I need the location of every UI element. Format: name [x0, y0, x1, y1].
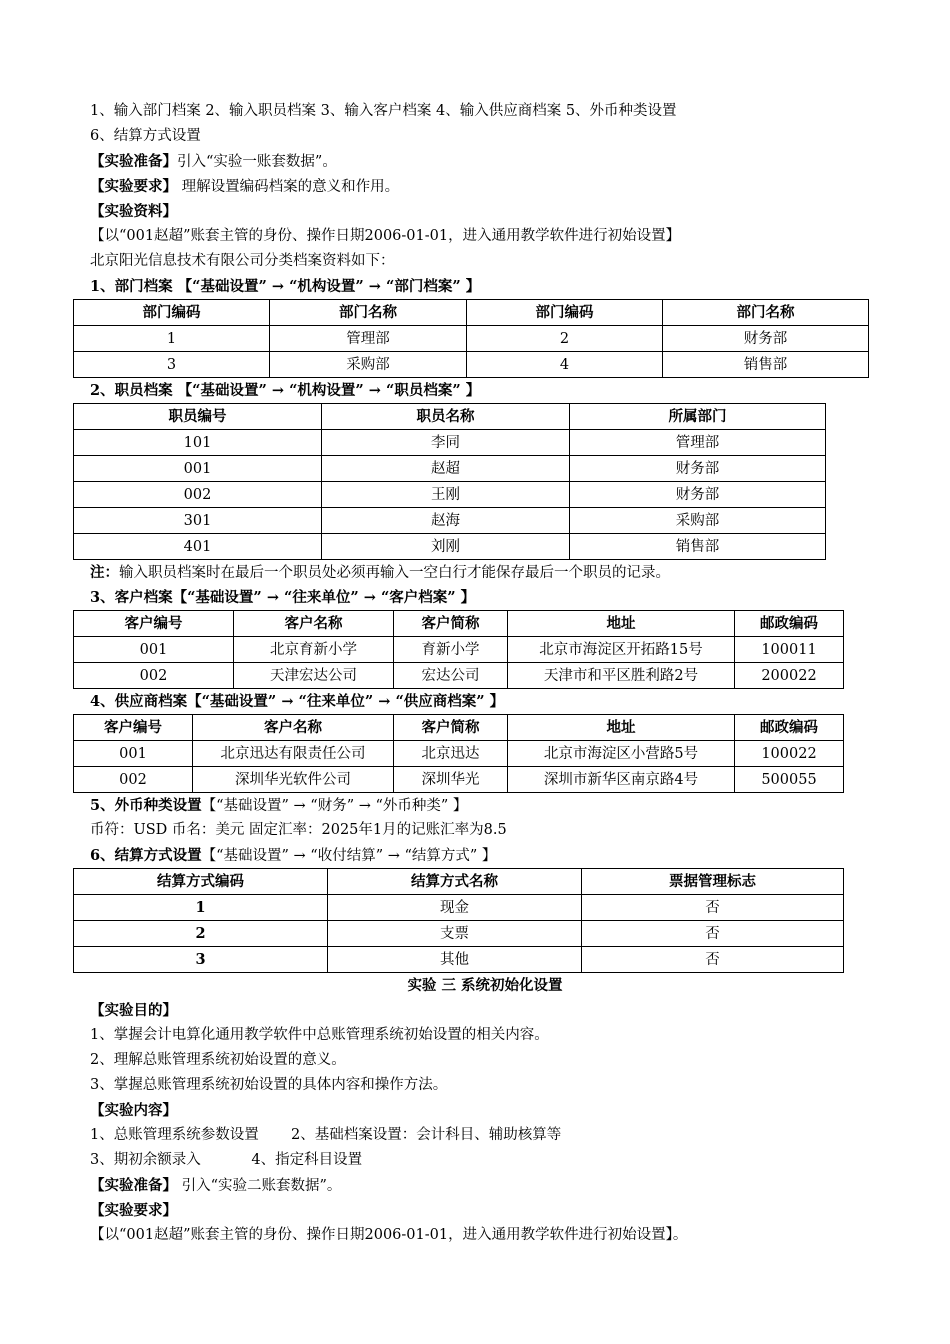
- exp3-prep-line: [90, 1173, 880, 1198]
- table-row: [74, 534, 826, 560]
- table-cell: 深圳市新华区南京路4号: [508, 767, 735, 793]
- table-cell: 销售部: [570, 534, 826, 560]
- table-cell: 否: [582, 921, 844, 947]
- table-cell: 宏达公司: [394, 663, 508, 689]
- table-header-cell: 邮政编码: [735, 715, 844, 741]
- table-cell: 北京迅达有限责任公司: [193, 741, 394, 767]
- settle-table: [73, 868, 844, 973]
- table-cell: 赵超: [322, 456, 570, 482]
- table-cell: 401: [74, 534, 322, 560]
- table-header-cell: 结算方式名称: [328, 869, 582, 895]
- table-cell: 1: [74, 326, 270, 352]
- table-row: [74, 663, 844, 689]
- note-label: 注：: [90, 564, 119, 581]
- table-header-row: [74, 869, 844, 895]
- table-cell: 001: [74, 456, 322, 482]
- table-cell: 财务部: [570, 482, 826, 508]
- settle-heading: [90, 843, 880, 868]
- table-header-cell: 部门名称: [270, 300, 467, 326]
- table-cell: 北京育新小学: [234, 637, 394, 663]
- supplier-table: [73, 714, 844, 793]
- customer-heading: 3、客户档案【“基础设置” → “往来单位” → “客户档案” 】: [90, 589, 476, 606]
- table-cell: 采购部: [570, 508, 826, 534]
- table-cell: 否: [582, 895, 844, 921]
- table-cell: 支票: [328, 921, 582, 947]
- content-item: 1、总账管理系统参数设置 2、基础档案设置：会计科目、辅助核算等: [90, 1127, 562, 1143]
- table-header-cell: 客户名称: [234, 611, 394, 637]
- table-header-cell: 地址: [508, 611, 735, 637]
- table-header-cell: 部门编码: [467, 300, 663, 326]
- intro-line1: 1、输入部门档案 2、输入职员档案 3、输入客户档案 4、输入供应商档案 5、外币种类设置: [90, 103, 677, 119]
- currency-heading-path: 【“基础设置” → “财务” → “外币种类” 】: [201, 798, 468, 814]
- intro-line2: 6、结算方式设置: [90, 128, 201, 144]
- table-cell: 1: [74, 895, 328, 921]
- table-header-cell: 票据管理标志: [582, 869, 844, 895]
- table-header-cell: 部门名称: [663, 300, 869, 326]
- table-cell: 育新小学: [394, 637, 508, 663]
- currency-heading: [90, 793, 880, 818]
- table-header-row: [74, 715, 844, 741]
- table-cell: 101: [74, 430, 322, 456]
- exp3-req-label: 【实验要求】: [90, 1202, 177, 1219]
- table-cell: 200022: [735, 663, 844, 689]
- table-cell: 3: [74, 352, 270, 378]
- req-text: 理解设置编码档案的意义和作用。: [177, 179, 400, 195]
- note-text: 输入职员档案时在最后一个职员处必须再输入一空白行才能保存最后一个职员的记录。: [119, 565, 670, 581]
- table-header-cell: 地址: [508, 715, 735, 741]
- goal-label: 【实验目的】: [90, 1002, 177, 1019]
- table-row: [74, 637, 844, 663]
- table-header-cell: 邮政编码: [735, 611, 844, 637]
- table-header-cell: 客户编号: [74, 611, 234, 637]
- table-row: [74, 482, 826, 508]
- exp3-login-line: 【以“001赵超”账套主管的身份、操作日期2006-01-01，进入通用教学软件进行初始设置】。: [90, 1227, 688, 1243]
- table-row: [74, 352, 869, 378]
- settle-heading-bold: 6、结算方式设置: [90, 847, 202, 864]
- table-cell: 销售部: [663, 352, 869, 378]
- table-header-cell: 客户名称: [193, 715, 394, 741]
- table-cell: 财务部: [570, 456, 826, 482]
- table-header-cell: 客户编号: [74, 715, 193, 741]
- staff-note: [90, 560, 880, 585]
- table-cell: 002: [74, 663, 234, 689]
- table-header-cell: 职员名称: [322, 404, 570, 430]
- table-header-row: [74, 300, 869, 326]
- table-cell: 2: [467, 326, 663, 352]
- goal-item: 2、理解总账管理系统初始设置的意义。: [90, 1052, 346, 1068]
- table-cell: 500055: [735, 767, 844, 793]
- section-title: 实验 三 系统初始化设置: [407, 977, 563, 994]
- table-cell: 100011: [735, 637, 844, 663]
- table-cell: 天津市和平区胜利路2号: [508, 663, 735, 689]
- goal-item: 3、掌握总账管理系统初始设置的具体内容和操作方法。: [90, 1077, 448, 1093]
- document-page: [90, 99, 880, 1248]
- table-cell: 李同: [322, 430, 570, 456]
- table-cell: 管理部: [270, 326, 467, 352]
- table-row: [74, 741, 844, 767]
- table-cell: 301: [74, 508, 322, 534]
- dept-table: [73, 299, 869, 378]
- table-header-cell: 部门编码: [74, 300, 270, 326]
- table-cell: 采购部: [270, 352, 467, 378]
- exp3-prep-label: 【实验准备】: [90, 1177, 177, 1194]
- table-cell: 否: [582, 947, 844, 973]
- data-label: 【实验资料】: [90, 203, 177, 220]
- customer-table: [73, 610, 844, 689]
- table-cell: 001: [74, 741, 193, 767]
- table-cell: 财务部: [663, 326, 869, 352]
- table-cell: 4: [467, 352, 663, 378]
- table-cell: 100022: [735, 741, 844, 767]
- table-cell: 其他: [328, 947, 582, 973]
- table-cell: 王刚: [322, 482, 570, 508]
- table-cell: 2: [74, 921, 328, 947]
- table-row: [74, 767, 844, 793]
- table-cell: 天津宏达公司: [234, 663, 394, 689]
- exp3-prep-text: 引入“实验二账套数据”。: [177, 1178, 342, 1194]
- table-header-cell: 客户简称: [394, 715, 508, 741]
- req-label: 【实验要求】: [90, 178, 177, 195]
- table-row: [74, 430, 826, 456]
- prep-line: [90, 149, 880, 174]
- req-line: [90, 174, 880, 199]
- table-header-cell: 客户简称: [394, 611, 508, 637]
- table-cell: 现金: [328, 895, 582, 921]
- table-cell: 深圳华光软件公司: [193, 767, 394, 793]
- table-header-cell: 职员编号: [74, 404, 322, 430]
- settle-heading-path: 【“基础设置” → “收付结算” → “结算方式” 】: [201, 848, 497, 864]
- table-row: [74, 326, 869, 352]
- table-cell: 002: [74, 767, 193, 793]
- content-item: 3、期初余额录入 4、指定科目设置: [90, 1152, 363, 1168]
- login-line: 【以“001赵超”账套主管的身份、操作日期2006-01-01，进入通用教学软件进行初始设置】: [90, 228, 681, 244]
- dept-heading: 1、部门档案 【“基础设置” → “机构设置” → “部门档案” 】: [90, 278, 481, 295]
- currency-heading-bold: 5、外币种类设置: [90, 797, 202, 814]
- company-line: 北京阳光信息技术有限公司分类档案资料如下：: [90, 253, 395, 269]
- table-header-cell: 所属部门: [570, 404, 826, 430]
- table-header-row: [74, 611, 844, 637]
- table-cell: 管理部: [570, 430, 826, 456]
- supplier-heading: 4、供应商档案【“基础设置” → “往来单位” → “供应商档案” 】: [90, 693, 505, 710]
- table-row: [74, 456, 826, 482]
- table-cell: 刘刚: [322, 534, 570, 560]
- table-row: [74, 895, 844, 921]
- table-cell: 北京迅达: [394, 741, 508, 767]
- currency-text: 币符：USD 币名：美元 固定汇率：2025年1月的记账汇率为8.5: [90, 822, 507, 838]
- table-row: [74, 947, 844, 973]
- table-cell: 002: [74, 482, 322, 508]
- table-row: [74, 921, 844, 947]
- content-label: 【实验内容】: [90, 1102, 177, 1119]
- goal-item: 1、掌握会计电算化通用教学软件中总账管理系统初始设置的相关内容。: [90, 1027, 549, 1043]
- table-cell: 3: [74, 947, 328, 973]
- table-row: [74, 508, 826, 534]
- table-cell: 北京市海淀区开拓路15号: [508, 637, 735, 663]
- prep-text: 引入“实验一账套数据”。: [177, 154, 337, 170]
- staff-heading: 2、职员档案 【“基础设置” → “机构设置” → “职员档案” 】: [90, 382, 481, 399]
- table-cell: 赵海: [322, 508, 570, 534]
- table-cell: 深圳华光: [394, 767, 508, 793]
- prep-label: 【实验准备】: [90, 153, 177, 170]
- staff-table: [73, 403, 826, 560]
- table-header-cell: 结算方式编码: [74, 869, 328, 895]
- table-cell: 北京市海淀区小营路5号: [508, 741, 735, 767]
- table-header-row: [74, 404, 826, 430]
- table-cell: 001: [74, 637, 234, 663]
